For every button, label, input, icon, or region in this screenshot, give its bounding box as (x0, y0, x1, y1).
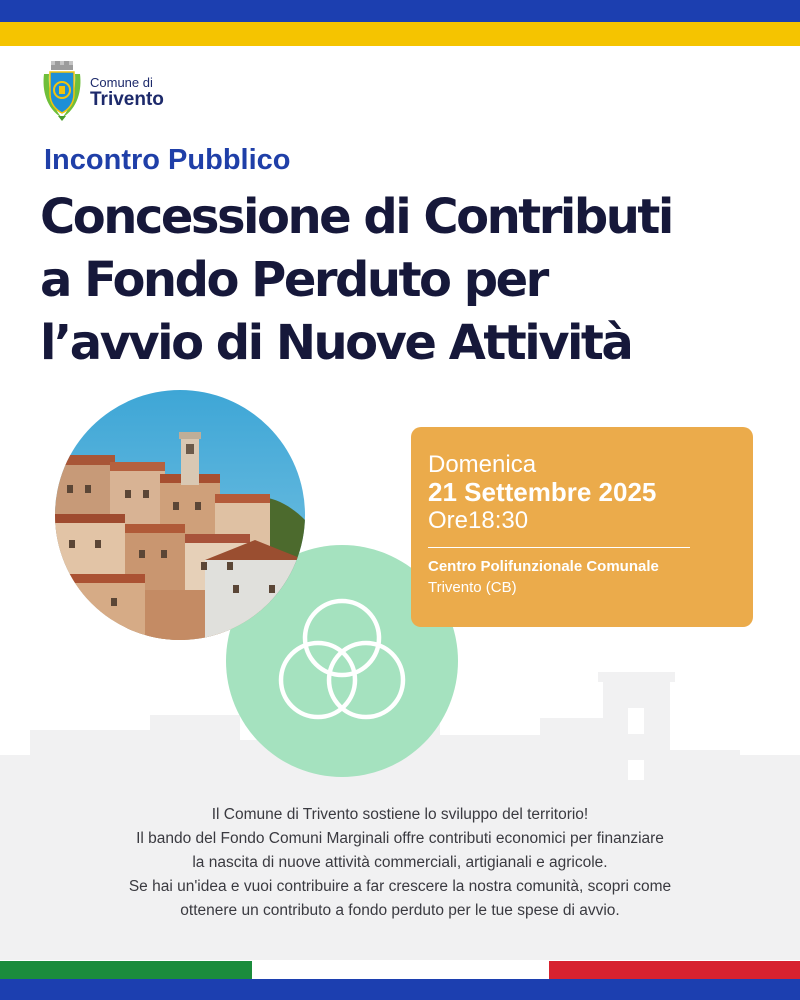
coat-of-arms-icon (42, 60, 82, 122)
logo-wordmark (90, 76, 164, 110)
flag-white-stripe (252, 961, 549, 979)
event-date: 21 Settembre 2025 (428, 477, 657, 507)
description-line: ottenere un contributo a fondo perduto per le tue spese di avvio. (180, 902, 620, 919)
event-subtitle: Incontro Pubblico (44, 144, 291, 176)
top-blue-band (0, 0, 800, 22)
headline-line: Concessione di Contributi (40, 189, 672, 245)
logo-small-text: Comune di (90, 75, 153, 90)
event-day: Domenica (428, 451, 537, 478)
description-line: Il Comune di Trivento sostiene lo sviluppo del territorio! (211, 806, 589, 823)
logo-big-text: Trivento (90, 89, 164, 110)
event-info-card (411, 427, 753, 627)
description-text (40, 803, 760, 923)
top-yellow-band (0, 22, 800, 46)
headline-line: l’avvio di Nuove Attività (40, 315, 632, 371)
event-venue: Centro Polifunzionale Comunale (428, 558, 659, 575)
bottom-blue-band (0, 979, 800, 1000)
description-line: Il bando del Fondo Comuni Marginali offre contributi economici per finanziare (136, 830, 664, 847)
town-photo (55, 390, 305, 640)
event-time: Ore18:30 (428, 507, 529, 534)
description-line: la nascita di nuove attività commerciali, artigianali e agricole. (192, 854, 608, 871)
interlocking-rings-icon (276, 596, 408, 724)
description-line: Se hai un'idea e vuoi contribuire a far crescere la nostra comunità, scopri come (128, 878, 672, 895)
headline-line: a Fondo Perduto per (40, 252, 547, 308)
event-city: Trivento (CB) (428, 579, 517, 596)
headline (40, 186, 780, 375)
flag-green-stripe (0, 961, 252, 979)
card-divider (428, 547, 690, 548)
flag-red-stripe (549, 961, 800, 979)
